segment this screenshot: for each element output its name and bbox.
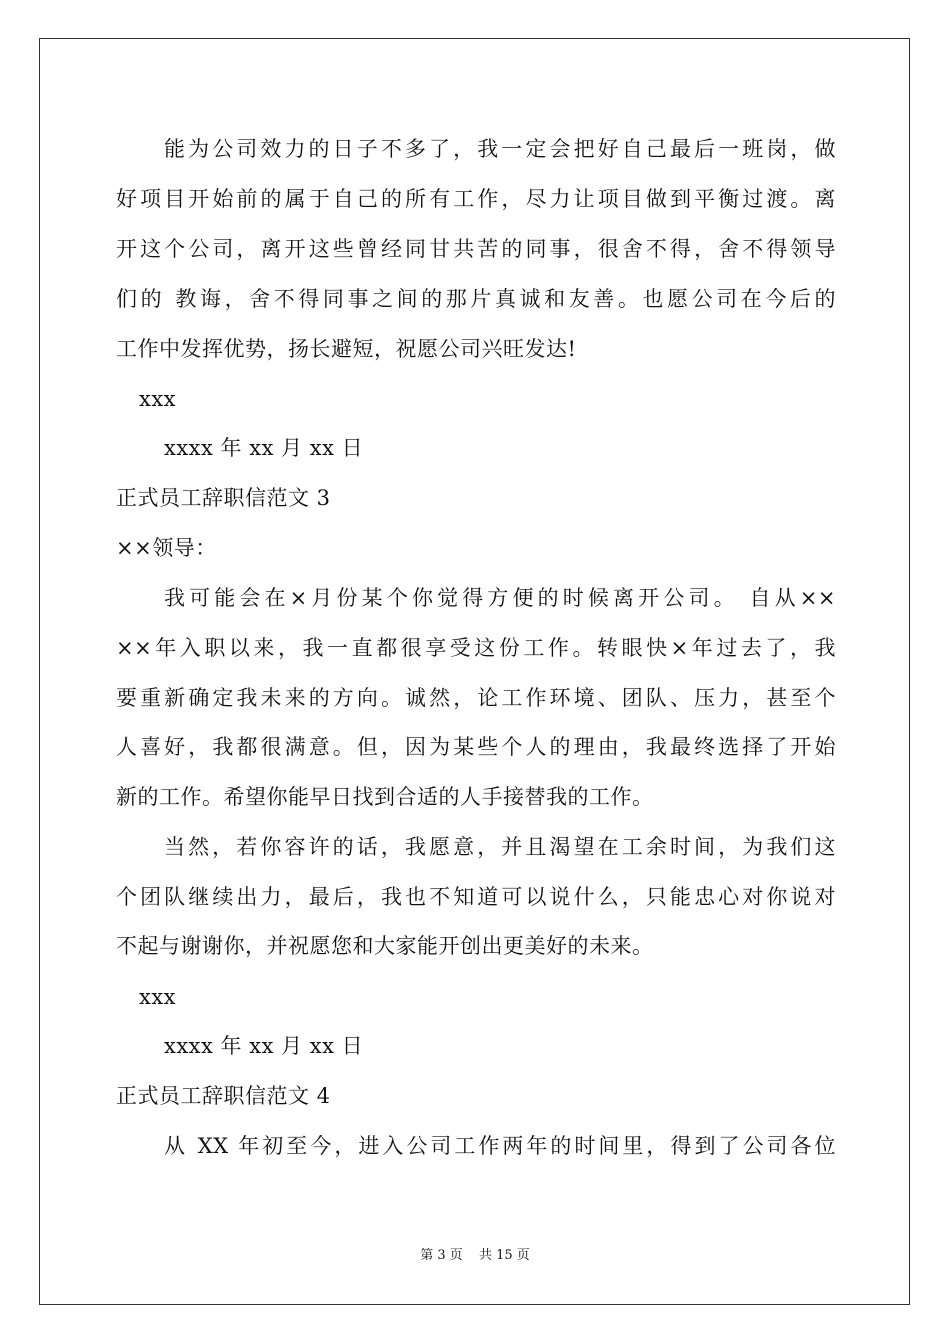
page-footer (0, 1247, 950, 1265)
text-line: 工作中发挥优势，扬长避短，祝愿公司兴旺发达! (116, 337, 577, 361)
signature-date: xxxx 年 xx 月 xx 日 (164, 436, 364, 460)
text-line: 能为公司效力的日子不多了，我一定会把好自己最后一班岗，做 (164, 137, 836, 161)
text-line: 好项目开始前的属于自己的所有工作，尽力让项目做到平衡过渡。离 (116, 187, 836, 211)
signature-name: xxx (139, 387, 177, 411)
page-total: 共 15 页 (478, 1248, 530, 1263)
signature-date: xxxx 年 xx 月 xx 日 (164, 1034, 364, 1058)
text-line: 新的工作。希望你能早日找到合适的人手接替我的工作。 (116, 785, 654, 809)
signature-name: xxx (139, 985, 177, 1009)
text-line: 人喜好，我都很满意。但，因为某些个人的理由，我最终选择了开始 (116, 735, 836, 759)
text-line: 不起与谢谢你，并祝愿您和大家能开创出更美好的未来。 (116, 934, 654, 958)
section-heading: 正式员工辞职信范文 4 (116, 1084, 331, 1108)
page-number: 第 3 页 (420, 1248, 463, 1263)
salutation: ××领导： (116, 536, 217, 560)
text-line: ××年入职以来，我一直都很享受这份工作。转眼快×年过去了，我 (116, 636, 836, 660)
text-line: 个团队继续出力，最后，我也不知道可以说什么，只能忠心对你说对 (116, 885, 836, 909)
section-heading: 正式员工辞职信范文 3 (116, 486, 331, 510)
text-line: 们的 教诲，舍不得同事之间的那片真诚和友善。也愿公司在今后的 (116, 287, 836, 311)
text-line: 开这个公司，离开这些曾经同甘共苦的同事，很舍不得，舍不得领导 (116, 237, 836, 261)
text-line: 从 XX 年初至今，进入公司工作两年的时间里，得到了公司各位 (164, 1134, 836, 1158)
page-border (39, 38, 910, 1305)
text-line: 我可能会在×月份某个你觉得方便的时候离开公司。 自从×× (164, 586, 836, 610)
text-line: 当然，若你容许的话，我愿意，并且渴望在工余时间，为我们这 (164, 835, 836, 859)
text-line: 要重新确定我未来的方向。诚然，论工作环境、团队、压力，甚至个 (116, 686, 836, 710)
